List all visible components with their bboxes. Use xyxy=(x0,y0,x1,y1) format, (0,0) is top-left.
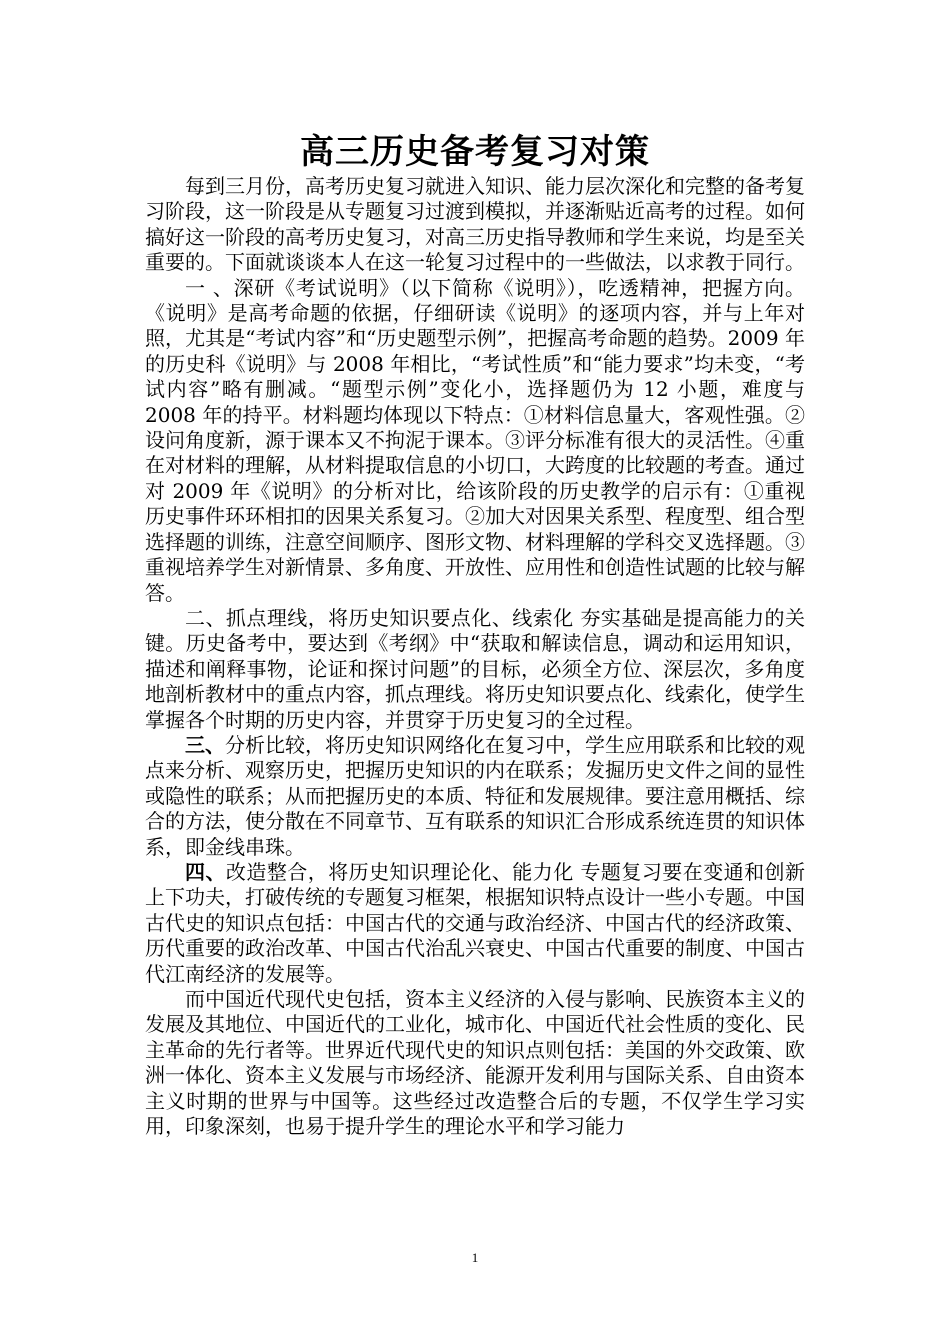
document-body xyxy=(145,174,805,1139)
paragraph-text: 二、抓点理线，将历史知识要点化、线索化 夯实基础是提高能力的关键。历史备考中，要达到《考纲》中“获取和解读信息，调动和运用知识，描述和阐释事物，论证和探讨问题”的目标，必须全方位、深层次，多角度地剖析教材中的重点内容，抓点理线。将历史知识要点化、线索化，使学生掌握各个时期的历史内容，并贯穿于历史复习的全过程。 xyxy=(145,605,805,732)
paragraph-text: 一 、深研《考试说明》（以下简称《说明》），吃透精神，把握方向。《说明》是高考命题的依据，仔细研读《说明》的逐项内容，并与上年对照，尤其是“考试内容”和“历史题型示例”，把握高考命题的趋势。2009 年的历史科《说明》与 2008 年相比，“考试性质”和“能力要求”均未变，“考试内容”略有删减。“题型示例”变化小，选择题仍为 12 小题，难度与 2008 年的持平。材料题均体现以下特点：①材料信息量大，客观性强。②设问角度新，源于课本又不拘泥于课本。③评分标准有很大的灵活性。④重在对材料的理解，从材料提取信息的小切口，大跨度的比较题的考查。通过对 2009 年《说明》的分析对比，给该阶段的历史教学的启示有：①重视历史事件环环相扣的因果关系复习。②加大对因果关系型、程度型、组合型选择题的训练，注意空间顺序、图形文物、材料理解的学科交叉选择题。③重视培养学生对新情景、多角度、开放性、应用性和创造性试题的比较与解答。 xyxy=(145,275,805,605)
document-title: 高三历史备考复习对策 xyxy=(300,132,650,172)
paragraph-section-3 xyxy=(145,733,805,860)
paragraph-intro xyxy=(145,174,805,276)
paragraph-text: 分析比较，将历史知识网络化在复习中，学生应用联系和比较的观点来分析、观察历史，把握历史知识的内在联系；发掘历史文件之间的显性或隐性的联系；从而把握历史的本质、特征和发展规律。要注意用概括、综合的方法，使分散在不同章节、互有联系的知识汇合形成系统连贯的知识体系，即金线串珠。 xyxy=(145,732,805,859)
page-number: 1 xyxy=(471,1250,479,1265)
section-number-bold: 四、 xyxy=(185,859,226,884)
paragraph-text: 改造整合，将历史知识理论化、能力化 专题复习要在变通和创新上下功夫，打破传统的专题复习框架，根据知识特点设计一些小专题。中国古代史的知识点包括：中国古代的交通与政治经济、中国古代的经济政策、历代重要的政治改革、中国古代治乱兴衰史、中国古代重要的制度、中国古代江南经济的发展等。 xyxy=(145,859,806,986)
paragraph-text: 每到三月份，高考历史复习就进入知识、能力层次深化和完整的备考复习阶段，这一阶段是从专题复习过渡到模拟，并逐渐贴近高考的过程。如何搞好这一阶段的高考历史复习，对高三历史指导教师和学生来说，均是至关重要的。下面就谈谈本人在这一轮复习过程中的一些做法，以求教于同行。 xyxy=(145,174,805,275)
paragraph-text: 而中国近代现代史包括，资本主义经济的入侵与影响、民族资本主义的发展及其地位、中国近代的工业化，城市化、中国近代社会性质的变化、民主革命的先行者等。世界近代现代史的知识点则包括：美国的外交政策、欧洲一体化、资本主义发展与市场经济、能源开发利用与国际关系、自由资本主义时期的世界与中国等。这些经过改造整合后的专题，不仅学生学习实用，印象深刻，也易于提升学生的理论水平和学习能力 xyxy=(145,987,805,1139)
paragraph-section-4 xyxy=(145,860,805,987)
paragraph-section-1 xyxy=(145,276,805,606)
section-number-bold: 三、 xyxy=(185,732,225,757)
paragraph-section-4-continued xyxy=(145,987,805,1139)
paragraph-section-2 xyxy=(145,606,805,733)
